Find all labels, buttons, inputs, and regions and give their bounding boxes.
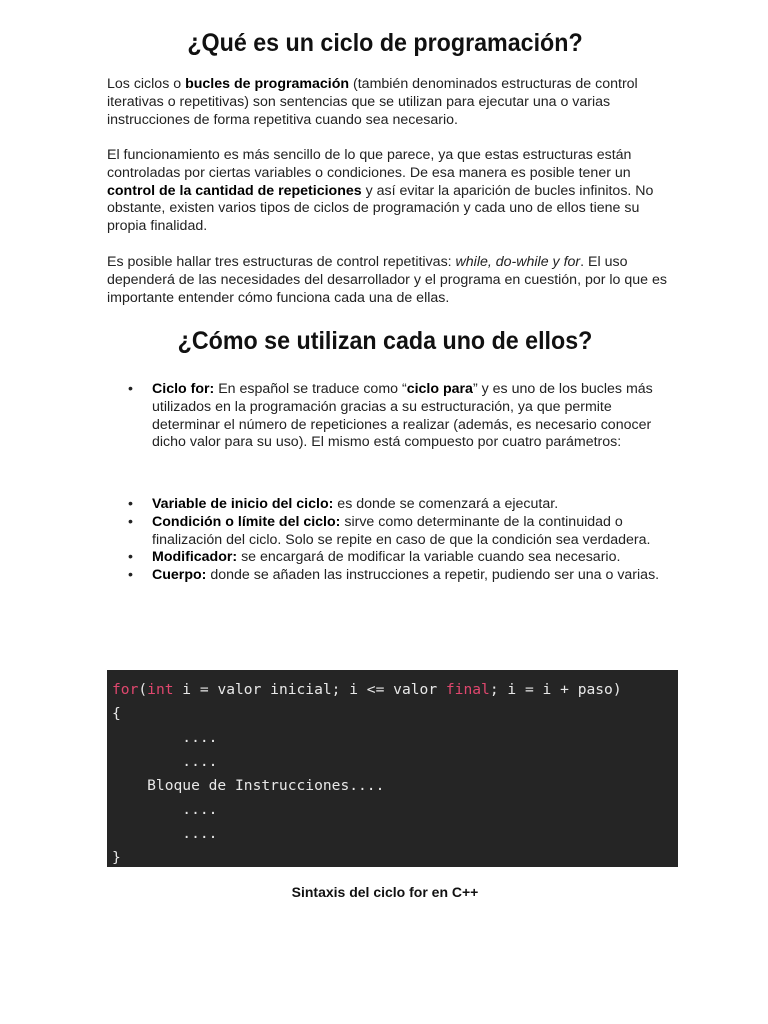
bold-text: ciclo para [406,381,473,397]
parameters-list [107,496,663,585]
text: En español se traduce como “ [214,381,407,397]
item-label: Condición o límite del ciclo: [152,513,341,530]
list-item [107,496,663,514]
text: El funcionamiento es más sencillo de lo que parece, ya que estas estructuras están controladas por ciertas variables o condiciones. De esa manera es posible tener un [107,147,632,181]
code-line: { [112,705,121,722]
code-line: .... [112,801,218,818]
keyword: for [112,681,139,698]
section-heading: ¿Cómo se utilizan cada uno de ellos? [177,327,593,355]
code-line: .... [112,825,218,842]
item-text: donde se añaden las instrucciones a repetir, pudiendo ser una o varias. [206,567,660,584]
item-text: se encargará de modificar la variable cuando sea necesario. [237,549,621,566]
code-text: ; i = i + paso) [489,681,622,698]
code-line: .... [112,753,218,770]
item-label: Cuerpo: [152,567,207,584]
bold-text: control de la cantidad de repeticiones [107,182,362,199]
code-line: } [112,849,121,866]
page-title: ¿Qué es un ciclo de programación? [187,29,583,57]
item-text: sirve como determinante de la continuidad o finalización del ciclo. Solo se repite en caso de que la condición sea verdadera. [152,513,651,548]
text: . El uso dependerá de las necesidades del desarrollador y el programa en cuestión, por lo que es importante entender cómo funciona cada una de ellas. [107,254,667,306]
bold-text: bucles de programación [185,76,350,92]
text: y así evitar la aparición de bucles infinitos. No obstante, existen varios tipos de ciclos de programación y cada uno de ellos tiene su propia finalidad. [107,182,654,235]
intro-paragraph-3 [107,254,667,307]
code-caption: Sintaxis del ciclo for en C++ [291,884,479,900]
list-item-ciclo-for [107,381,663,452]
keyword: int [147,681,174,698]
item-label: Ciclo for: [152,381,215,397]
keyword: final [445,681,490,698]
code-text: i = valor inicial; i <= valor [173,681,446,698]
item-label: Modificador: [152,549,238,566]
intro-paragraph-2 [107,147,667,236]
code-line: .... [112,729,218,746]
code-line: Bloque de Instrucciones.... [112,777,385,794]
italic-text: while, do-while y for [455,254,581,270]
loop-types-list [107,381,663,452]
list-item [107,514,663,550]
intro-paragraph-1 [107,76,667,129]
code-text: ( [138,681,148,698]
code-snippet-image [107,670,678,867]
list-item [107,549,663,567]
text: Los ciclos o [107,76,186,92]
text: (también denominados estructuras de control iterativas o repetitivas) son sentencias que se utilizan para ejecutar una o varias instrucciones de forma repetitiva cuando sea necesario. [107,76,638,128]
text: ” y es uno de los bucles más utilizados en la programación gracias a su estructuración, ya que permite determinar el número de repeticiones a realizar (además, es necesario conocer dicho valor para su uso). El mismo está compuesto por cuatro parámetros: [152,381,653,451]
list-item [107,567,663,585]
code-line [112,678,673,702]
item-label: Variable de inicio del ciclo: [152,496,334,512]
text: Es posible hallar tres estructuras de control repetitivas: [107,254,456,270]
item-text: es donde se comenzará a ejecutar. [333,496,559,512]
